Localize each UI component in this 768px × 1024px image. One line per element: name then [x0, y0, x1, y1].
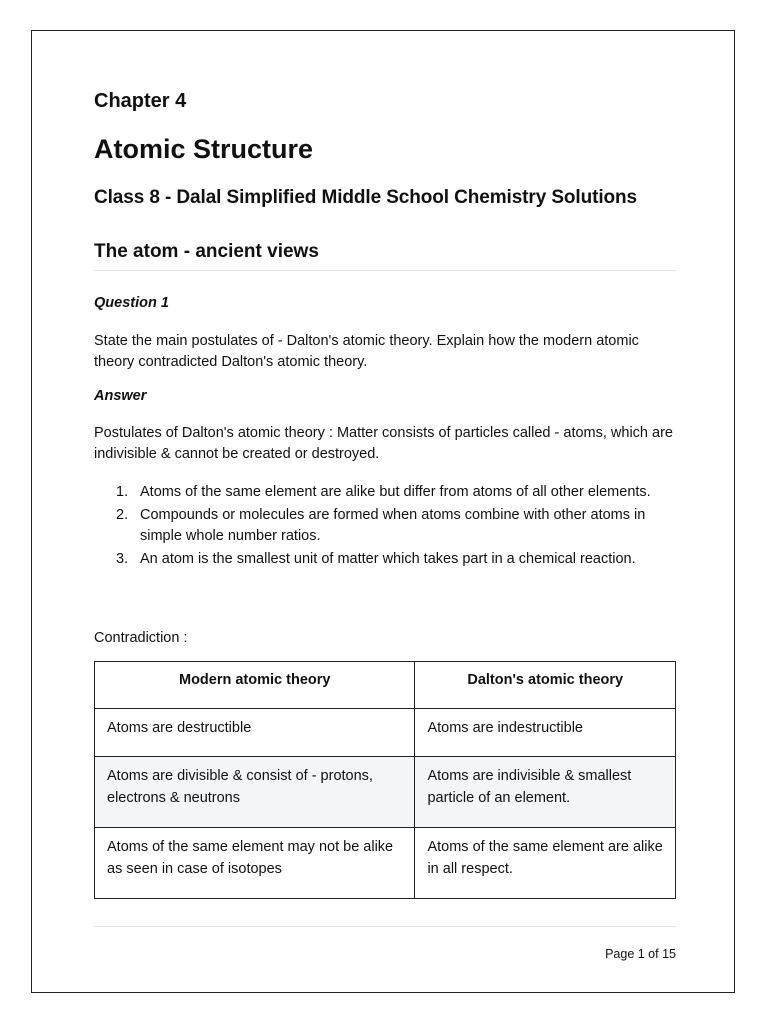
page-subtitle: Class 8 - Dalal Simplified Middle School Chemistry Solutions: [94, 187, 637, 208]
list-item: [94, 549, 676, 570]
comparison-table: [94, 661, 676, 899]
list-item-text: An atom is the smallest unit of matter which takes part in a chemical reaction.: [140, 551, 636, 567]
section-heading: The atom - ancient views: [94, 241, 319, 262]
list-item: [94, 505, 676, 547]
document-page: [31, 30, 735, 993]
answer-intro: Postulates of Dalton's atomic theory : Matter consists of particles called - atoms, which are indivisible & cannot be created or destroyed.: [94, 425, 673, 462]
list-number: 2.: [116, 507, 129, 523]
table-cell: Atoms of the same element may not be alike as seen in case of isotopes: [95, 828, 415, 899]
table-header-row: [95, 662, 676, 709]
postulates-list: [94, 482, 676, 572]
question-text: State the main postulates of - Dalton's atomic theory. Explain how the modern atomic theory contradicted Dalton's atomic theory.: [94, 333, 639, 370]
list-number: 3.: [116, 551, 129, 567]
question-label: Question 1: [94, 295, 169, 311]
section-divider: [94, 270, 676, 271]
footer-divider: [94, 926, 676, 927]
contradiction-label: Contradiction :: [94, 630, 188, 646]
list-item-text: Atoms of the same element are alike but differ from atoms of all other elements.: [140, 484, 651, 500]
answer-label: Answer: [94, 388, 147, 404]
table-cell: Atoms are divisible & consist of - protons, electrons & neutrons: [95, 757, 415, 828]
page-title: Atomic Structure: [94, 134, 314, 164]
table-row: [95, 757, 676, 828]
table-header-modern: Modern atomic theory: [95, 662, 415, 709]
table-cell: Atoms are destructible: [95, 709, 415, 757]
comparison-table-wrapper: [94, 661, 676, 899]
list-number: 1.: [116, 484, 129, 500]
chapter-heading: Chapter 4: [94, 90, 187, 112]
table-cell: Atoms are indestructible: [415, 709, 676, 757]
list-item: [94, 482, 676, 503]
page-number: Page 1 of 15: [605, 947, 676, 961]
table-row: [95, 828, 676, 899]
list-item-text: Compounds or molecules are formed when atoms combine with other atoms in simple whole number ratios.: [140, 507, 646, 544]
table-cell: Atoms are indivisible & smallest particle of an element.: [415, 757, 676, 828]
table-cell: Atoms of the same element are alike in all respect.: [415, 828, 676, 899]
table-row: [95, 709, 676, 757]
table-header-dalton: Dalton's atomic theory: [415, 662, 676, 709]
